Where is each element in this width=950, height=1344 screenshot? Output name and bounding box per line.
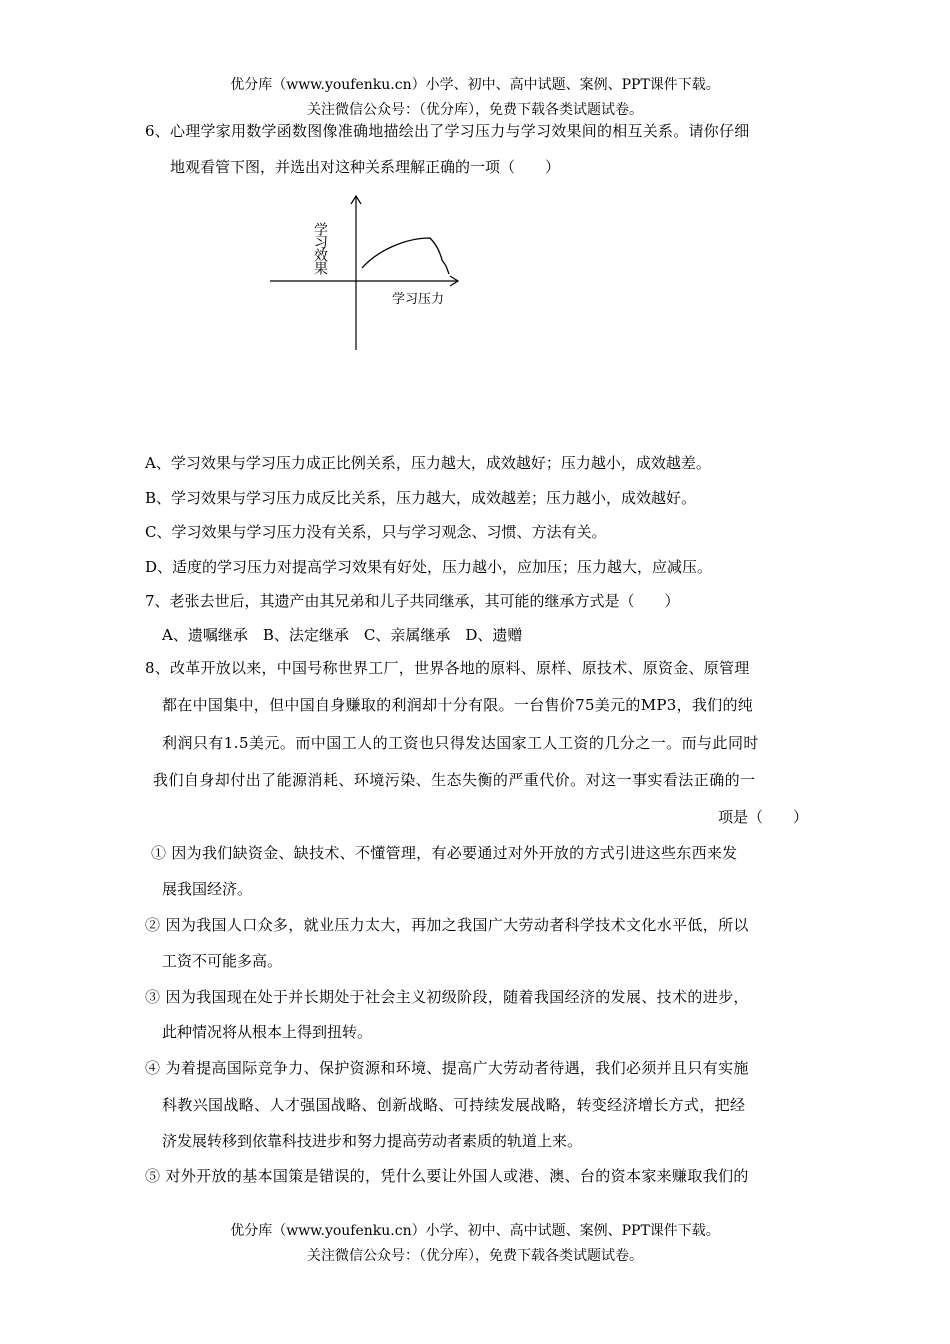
q8-item-1: ① 因为我们缺资金、缺技术、不懂管理，有必要通过对外开放的方式引进这些东西来发 [151, 844, 738, 862]
q8-item-4-cont-1: 科教兴国战略、人才强国战略、创新战略、可持续发展战略，转变经济增长方式，把经 [162, 1096, 746, 1114]
q6-option-c: C、学习效果与学习压力没有关系，只与学习观念、习惯、方法有关。 [145, 523, 607, 541]
q8-item-5: ⑤ 对外开放的基本国策是错误的，凭什么要让外国人或港、澳、台的资本家来赚取我们的 [145, 1167, 749, 1185]
q8-item-2-cont: 工资不可能多高。 [162, 952, 283, 970]
footer-line-1: 优分库（www.youfenku.cn）小学、初中、高中试题、案例、PPT课件下载。 [230, 1223, 720, 1239]
q6-stem-line-1: 6、心理学家用数学函数图像准确地描绘出了学习压力与学习效果间的相互关系。请你仔细 [145, 122, 750, 140]
stress-effect-graph [266, 190, 466, 355]
header-line-1: 优分库（www.youfenku.cn）小学、初中、高中试题、案例、PPT课件下载。 [230, 77, 720, 93]
q8-item-4-cont-2: 济发展转移到依靠科技进步和努力提高劳动者素质的轨道上来。 [162, 1132, 583, 1150]
q8-stem-line-3: 利润只有1.5美元。而中国工人的工资也只得发达国家工人工资的几分之一。而与此同时 [162, 734, 759, 752]
q8-item-3-cont: 此种情况将从根本上得到扭转。 [162, 1023, 373, 1041]
effect-curve [362, 238, 449, 274]
footer-line-2: 关注微信公众号：（优分库），免费下载各类试题试卷。 [307, 1248, 643, 1264]
q8-stem-line-1: 8、改革开放以来，中国号称世界工厂，世界各地的原料、原样、原技术、原资金、原管理 [145, 659, 750, 677]
q7-options: A、遗嘱继承 B、法定继承 C、亲属继承 D、遗赠 [162, 626, 523, 644]
q6-option-a: A、学习效果与学习压力成正比例关系，压力越大，成效越好；压力越小，成效越差。 [145, 454, 711, 472]
q8-stem-line-4: 我们自身却付出了能源消耗、环境污染、生态失衡的严重代价。对这一事实看法正确的一 [153, 771, 756, 789]
q8-item-2: ② 因为我国人口众多，就业压力太大，再加之我国广大劳动者科学技术文化水平低，所以 [145, 916, 749, 934]
q8-stem-line-2: 都在中国集中，但中国自身赚取的利润却十分有限。一台售价75美元的MP3，我们的纯 [162, 696, 754, 714]
header-line-2: 关注微信公众号：（优分库），免费下载各类试题试卷。 [307, 102, 643, 118]
q6-option-b: B、学习效果与学习压力成反比关系，压力越大，成效越差；压力越小，成效越好。 [145, 489, 697, 507]
q8-item-4: ④ 为着提高国际竞争力、保护资源和环境、提高广大劳动者待遇，我们必须并且只有实施 [145, 1059, 749, 1077]
q8-item-3: ③ 因为我国现在处于并长期处于社会主义初级阶段，随着我国经济的发展、技术的进步， [145, 988, 749, 1006]
q6-option-d: D、适度的学习压力对提高学习效果有好处，压力越小，应加压；压力越大，应减压。 [145, 558, 713, 576]
q8-item-1-cont: 展我国经济。 [162, 880, 253, 898]
q8-stem-line-5: 项是（ ） [718, 808, 809, 826]
x-axis-label: 学习压力 [392, 292, 445, 307]
y-axis-label: 学习效果 [312, 222, 328, 274]
q7-stem: 7、老张去世后，其遗产由其兄弟和儿子共同继承，其可能的继承方式是（ ） [145, 592, 680, 610]
q6-stem-line-2: 地观看管下图，并选出对这种关系理解正确的一项（ ） [170, 158, 561, 176]
